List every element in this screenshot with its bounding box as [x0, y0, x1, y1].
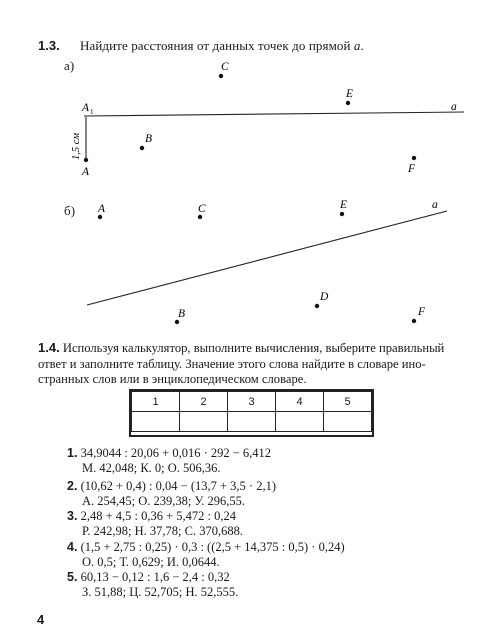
- label-f-a: F: [408, 163, 416, 175]
- answer-table-header: 5: [324, 392, 372, 412]
- figure-a: [71, 61, 464, 178]
- answer-table-header: 3: [228, 392, 276, 412]
- answer-cell[interactable]: [132, 412, 180, 432]
- answer-cell[interactable]: [324, 412, 372, 432]
- answer-table-header-row: [132, 392, 372, 412]
- point-e-a: [346, 101, 350, 105]
- label-f-b: F: [418, 306, 426, 318]
- label-e-b: E: [340, 199, 348, 211]
- task-1: [67, 446, 271, 476]
- task-expression: (10,62 + 0,4) : 0,04 − (13,7 + 3,5 · 2,1): [80, 479, 276, 493]
- task-5: [67, 570, 238, 600]
- exercise-1-4-line-2: ответ и заполните таблицу. Значение этого слова найдите в словаре ино-: [38, 356, 426, 371]
- answer-cell[interactable]: [180, 412, 228, 432]
- exercise-number-1-3: 1.3.: [38, 38, 60, 53]
- answer-table-answer-row: [132, 412, 372, 432]
- task-expression: 60,13 − 0,12 : 1,6 − 2,4 : 0,32: [80, 570, 230, 584]
- task-number: 4.: [67, 540, 78, 554]
- task-number: 5.: [67, 570, 78, 584]
- task-2: [67, 479, 276, 509]
- label-c-a: C: [221, 61, 229, 73]
- point-f-b: [412, 319, 416, 323]
- segment-length-label: 1,5 см: [71, 132, 82, 160]
- point-c-a: [219, 74, 223, 78]
- point-a-a: [84, 158, 88, 162]
- line-a-figure-b: [87, 211, 447, 305]
- exercise-number-1-4: 1.4.: [38, 340, 60, 355]
- task-3: [67, 509, 243, 539]
- answer-table-header: 4: [276, 392, 324, 412]
- exercise-1-3-title-var: a: [353, 38, 361, 53]
- task-number: 3.: [67, 509, 78, 523]
- answer-table-header: 2: [180, 392, 228, 412]
- point-b-a: [140, 146, 144, 150]
- point-e-b: [340, 212, 344, 216]
- point-f-a: [412, 156, 416, 160]
- label-d-b: D: [320, 291, 329, 303]
- line-a-figure-a: [84, 112, 464, 116]
- label-c-b: C: [198, 203, 206, 215]
- exercise-1-4-line-1: Используя калькулятор, выполните вычисления, выберите правильный: [62, 341, 445, 355]
- exercise-1-4-block: [38, 340, 444, 388]
- answer-table-header: 1: [132, 392, 180, 412]
- task-number: 1.: [67, 446, 78, 460]
- exercise-1-3-title-text: Найдите расстояния от данных точек до прямой: [80, 38, 354, 53]
- label-line-a-a: a: [451, 101, 457, 113]
- answer-cell[interactable]: [276, 412, 324, 432]
- answer-table: [131, 391, 372, 432]
- label-a-b: A: [98, 203, 106, 215]
- part-a-label: а): [64, 58, 75, 73]
- task-number: 2.: [67, 479, 78, 493]
- label-e-a: E: [346, 88, 354, 100]
- point-b-b: [175, 320, 179, 324]
- answer-cell[interactable]: [228, 412, 276, 432]
- label-a1-main: A: [82, 102, 90, 114]
- label-line-a-b: a: [432, 199, 438, 211]
- point-c-b: [198, 215, 202, 219]
- label-a-a: A: [82, 166, 90, 178]
- task-expression: (1,5 + 2,75 : 0,25) · 0,3 : ((2,5 + 14,375 : 0,5) · 0,24): [80, 540, 345, 554]
- label-b-a: B: [145, 133, 153, 145]
- point-a-b: [98, 215, 102, 219]
- task-answers: З. 51,88; Ц. 52,705; Н. 52,555.: [82, 585, 239, 599]
- page-number: 4: [37, 612, 45, 627]
- exercise-1-3-title: Найдите расстояния от данных точек до прямой a.: [80, 38, 364, 53]
- task-answers: М. 42,048; К. 0; О. 506,36.: [82, 461, 221, 475]
- task-answers: Р. 242,98; Н. 37,78; С. 370,688.: [82, 524, 243, 538]
- task-expression: 2,48 + 4,5 : 0,36 + 5,472 : 0,24: [80, 509, 236, 523]
- figure-b: [87, 199, 447, 324]
- part-b-label: б): [64, 203, 76, 218]
- task-4: [67, 540, 345, 570]
- task-expression: 34,9044 : 20,06 + 0,016 · 292 − 6,412: [80, 446, 272, 460]
- point-d-b: [315, 304, 319, 308]
- exercise-1-4-line-3: странных слов или в энциклопедическом словаре.: [38, 372, 307, 386]
- task-answers: А. 254,45; О. 239,38; У. 296,55.: [82, 494, 246, 508]
- label-b-b: B: [178, 308, 186, 320]
- label-a1-sub: 1: [90, 108, 94, 116]
- task-answers: О. 0,5; Т. 0,629; И. 0,0644.: [82, 555, 220, 569]
